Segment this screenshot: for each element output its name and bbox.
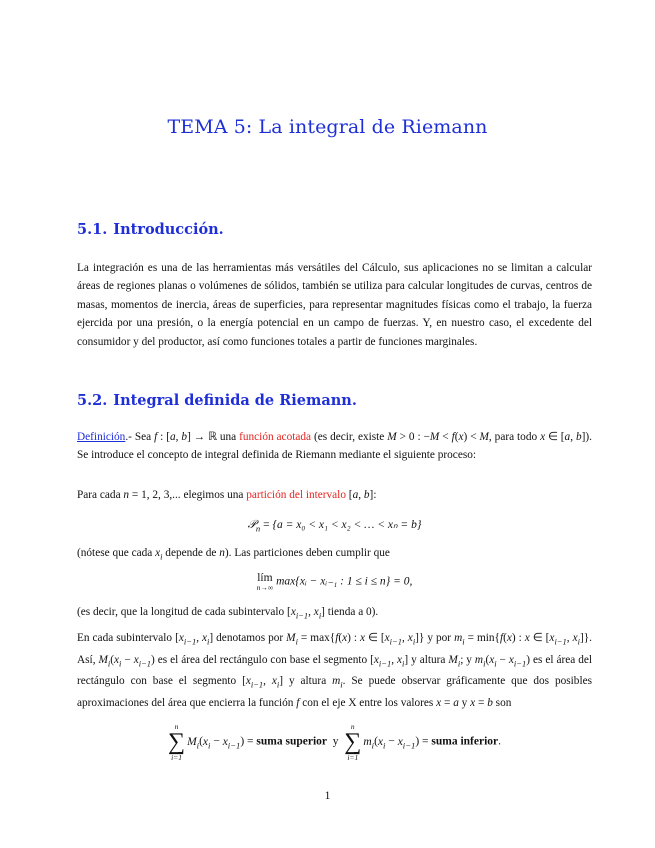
- note-text: tienda a 0).: [324, 606, 379, 618]
- intro-text: La integración es una de las herramientas más versátiles del Cálculo, sus aplicaciones no se limitan a calcular áreas de regiones planas o volúmenes de sólidos, también se utiliza para calcular longitudes de curvas, centros de masas, momentos de inercia, áreas de superficies, para representar magnitudes físicas como el trabajo, la fuerza ejercida por una presión, o la energía potencial en un campo de fuerzas. Y, en nuestro caso, el excedente del consumidor y del productor, así como funciones totales a partir de funciones marginales.: [77, 262, 592, 348]
- limit-body: max{xᵢ − xᵢ₋₁ : 1 ≤ i ≤ n} = 0,: [276, 575, 413, 588]
- limit-operator: [257, 572, 274, 592]
- section-heading-introduccion: [77, 221, 224, 238]
- limit-note: (es decir, que la longitud de cada subintervalo [$x_{i-1}$, $x_i$] tienda a 0).: [77, 606, 379, 621]
- definition-paragraph: Definición.- Sea f : [a, b] → ℝ una función acotada (es decir, existe M > 0 : −M < f(x) < M, para todo x ∈ [a, b]). Se introduce el concepto de integral definida de Riemann mediante el siguiente proceso:: [77, 431, 592, 462]
- sums-formula: n ∑ i=1 $M_i(x_i - x_{i-1})$ = suma superior y n ∑ i=1 $m_i(x_i - x_{i-1})$ = suma inferior.: [167, 722, 502, 762]
- sums-text: . Se puede observar gráficamente que dos posibles aproximaciones del área que encierra la función: [77, 675, 592, 709]
- partition-text: elegimos una: [180, 489, 247, 501]
- section-number: 5.1.: [77, 221, 108, 238]
- limit-op: lím: [257, 572, 273, 584]
- definition-text: (es decir, existe: [311, 431, 388, 443]
- sums-text: denotamos por: [213, 632, 287, 644]
- lower-sum-label: suma inferior: [431, 735, 499, 748]
- partition-paragraph: Para cada n = 1, 2, 3,... elegimos una partición del intervalo [a, b]:: [77, 489, 377, 501]
- note-text: depende de: [162, 547, 220, 559]
- sum-bottom: i=1: [347, 753, 359, 762]
- sums-text: es el área del rectángulo con base el segmento: [77, 653, 593, 688]
- sums-text: es el área del rectángulo con base el segmento: [154, 653, 371, 666]
- note-text: (nótese que cada: [77, 547, 156, 559]
- sums-text: y altura: [283, 675, 333, 688]
- partition-text: Para cada: [77, 489, 124, 501]
- intro-paragraph: [77, 259, 592, 351]
- sums-text: . Así,: [77, 632, 592, 666]
- definition-text: ). Se introduce el concepto de integral definida de Riemann mediante el siguiente proceso:: [77, 431, 592, 462]
- summation-upper: n ∑ i=1: [167, 722, 186, 762]
- sums-text: y altura: [408, 653, 449, 666]
- bounded-function-link[interactable]: función acotada: [239, 431, 312, 443]
- conjunction: y: [332, 735, 339, 748]
- definition-text: .- Sea: [125, 431, 155, 443]
- partition-formula: 𝒫$_n$ = {a = x₀ < x₁ < x₂ < … < xₙ = b}: [247, 519, 422, 534]
- sums-text: En cada subintervalo: [77, 632, 176, 644]
- section-heading-integral-definida: [77, 392, 357, 409]
- summation-lower: n ∑ i=1: [344, 722, 362, 762]
- sums-text: y: [458, 696, 471, 709]
- partition-note: (nótese que cada $x_i$ depende de n). Las particiones deben cumplir que: [77, 547, 390, 562]
- sum-top: n: [174, 722, 179, 731]
- note-text: (es decir, que la longitud de cada subintervalo: [77, 606, 288, 618]
- sums-text: ; y: [460, 653, 475, 666]
- note-text: ). Las particiones deben cumplir que: [224, 547, 390, 559]
- sums-text: son: [492, 696, 512, 709]
- limit-sub: n→∞: [256, 583, 274, 592]
- sum-bottom: i=1: [171, 753, 182, 762]
- sums-text: con el eje X entre los valores: [299, 696, 437, 709]
- limit-formula: [77, 572, 592, 592]
- partition-link[interactable]: partición del intervalo: [246, 489, 346, 501]
- upper-sum-label: suma superior: [256, 735, 327, 748]
- page-number: 1: [324, 790, 331, 802]
- partition-text: :: [373, 489, 377, 501]
- section-title: Integral definida de Riemann.: [113, 392, 357, 409]
- definition-text: una: [216, 431, 240, 443]
- section-number: 5.2.: [77, 392, 108, 409]
- sum-top: n: [350, 722, 355, 731]
- definition-link[interactable]: Definición: [77, 431, 126, 443]
- definition-text: , para todo: [488, 431, 541, 443]
- page-title: TEMA 5: La integral de Riemann: [167, 116, 488, 138]
- partition-formula-body: {a = x₀ < x₁ < x₂ < … < xₙ = b}: [272, 519, 422, 531]
- section-title: Introducción.: [113, 221, 224, 238]
- sums-text: y por: [424, 632, 455, 644]
- sums-paragraph: En cada subintervalo [$x_{i-1}$, $x_i$] denotamos por $M_i = \max\{f(x)$ : x ∈ [$x_{i-1}$, $x_i$]} y por $m_i = \min\{f(x)$ : x ∈ [$x_{i-1}$, $x_i$]}. Así, $M_i(x_i - x_{i-1})$ es el área del rectángulo con base el segmento [$x_{i-1}$, $x_i$] y altura $M_i$; y $m_i(x_i - x_{i-1})$ es el área del rectángulo con base el segmento [$x_{i-1}$, $x_i$] y altura $m_i$. Se puede observar gráficamente que dos posibles aproximaciones del área que encierra la función f con el eje X entre los valores x = a y x = b son: [77, 632, 593, 709]
